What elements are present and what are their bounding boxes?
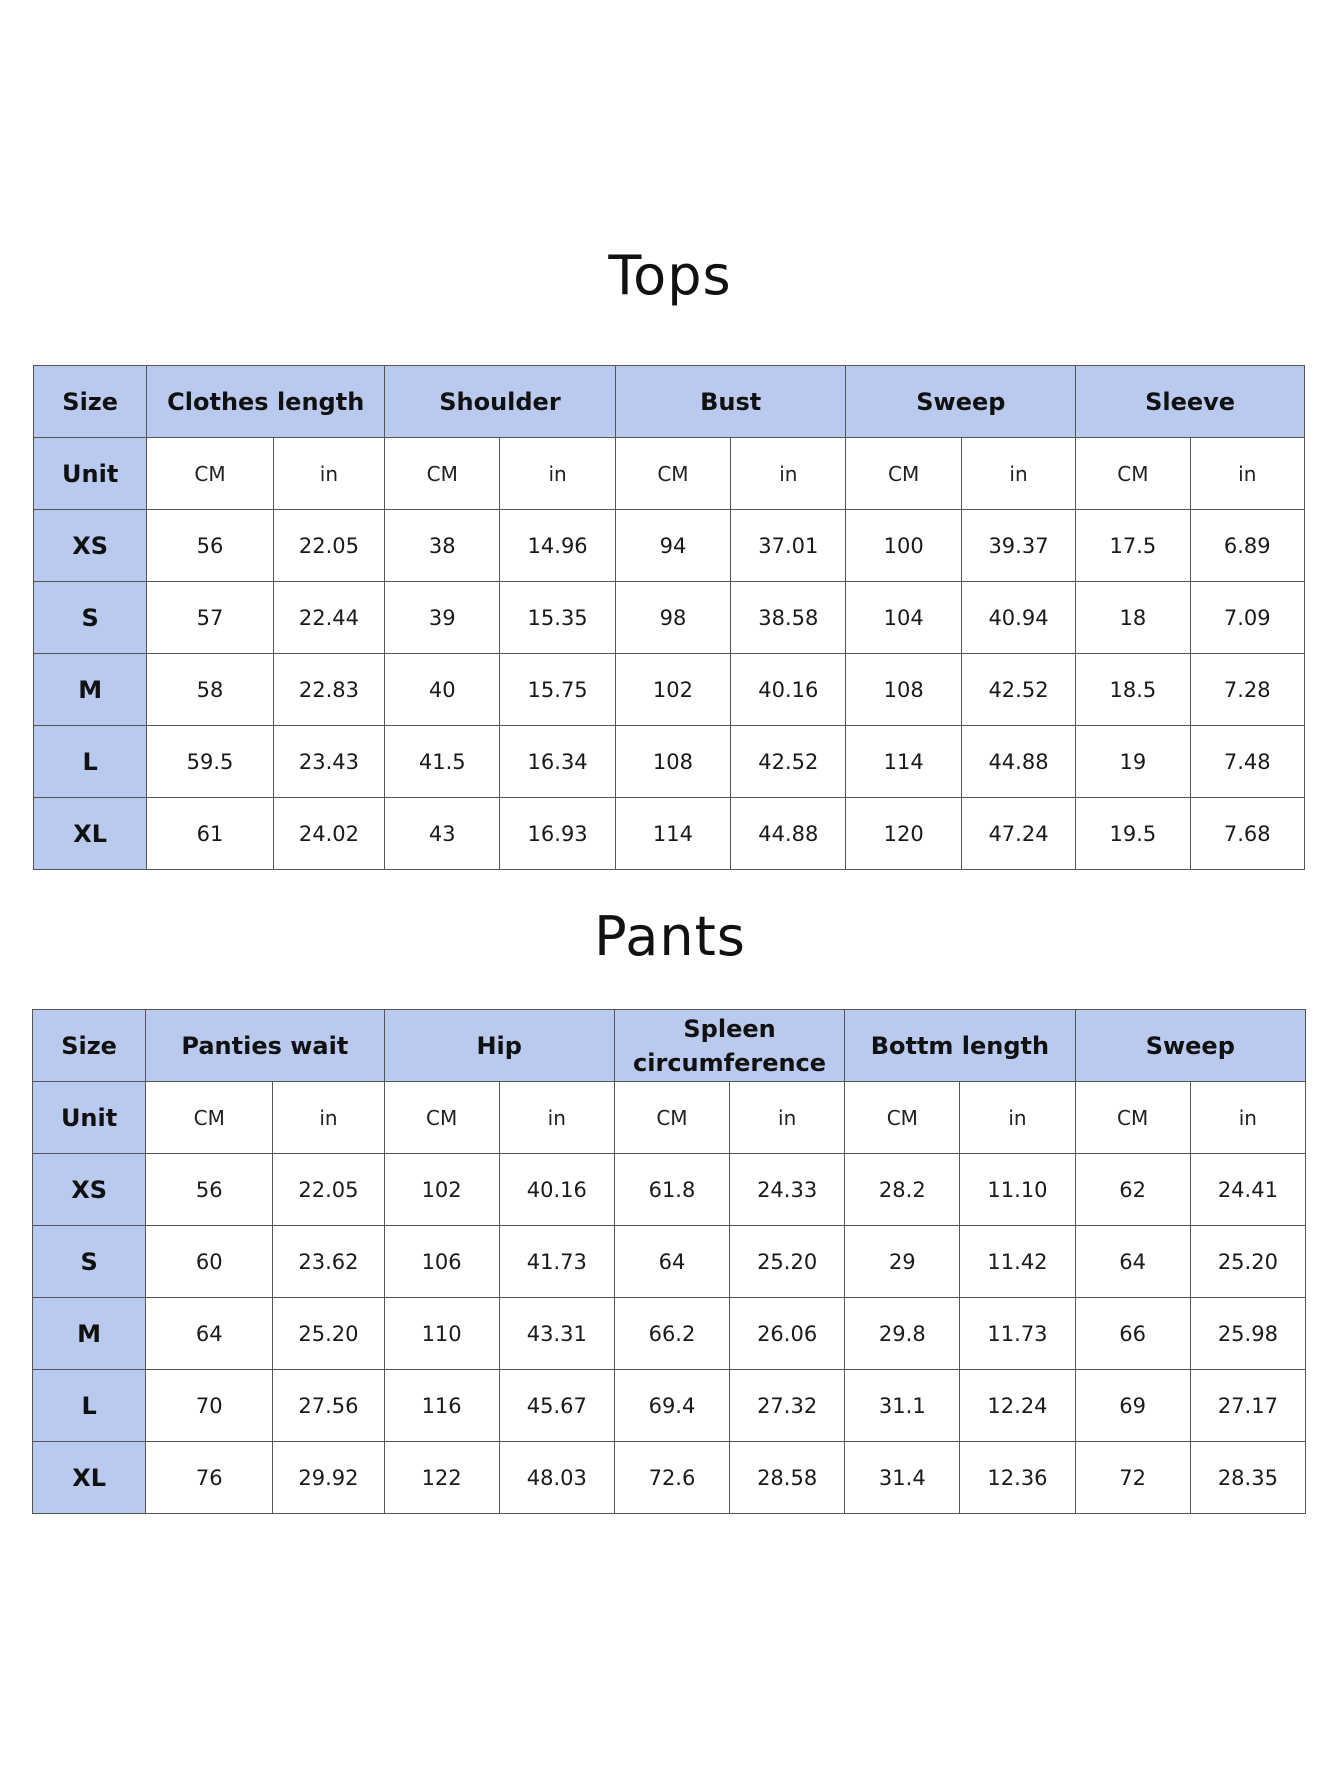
value-cell: 25.20 <box>730 1226 845 1298</box>
value-cell: 47.24 <box>961 798 1075 870</box>
value-cell: 24.02 <box>273 798 384 870</box>
value-cell: 48.03 <box>499 1442 614 1514</box>
table-row <box>33 1226 1306 1298</box>
value-cell: 19.5 <box>1076 798 1190 870</box>
value-cell: 39.37 <box>961 510 1075 582</box>
unit-in-cell: in <box>499 1082 614 1154</box>
value-cell: 66 <box>1075 1298 1190 1370</box>
size-cell: XS <box>33 1154 146 1226</box>
value-cell: 27.56 <box>273 1370 384 1442</box>
value-cell: 14.96 <box>500 510 615 582</box>
value-cell: 22.44 <box>273 582 384 654</box>
value-cell: 40.16 <box>499 1154 614 1226</box>
unit-cm-cell: CM <box>385 438 500 510</box>
value-cell: 102 <box>384 1154 499 1226</box>
unit-cm-cell: CM <box>615 438 730 510</box>
value-cell: 70 <box>146 1370 273 1442</box>
value-cell: 116 <box>384 1370 499 1442</box>
value-cell: 12.24 <box>960 1370 1075 1442</box>
value-cell: 62 <box>1075 1154 1190 1226</box>
value-cell: 102 <box>615 654 730 726</box>
value-cell: 17.5 <box>1076 510 1190 582</box>
value-cell: 24.33 <box>730 1154 845 1226</box>
value-cell: 64 <box>614 1226 729 1298</box>
unit-cm-cell: CM <box>384 1082 499 1154</box>
value-cell: 60 <box>146 1226 273 1298</box>
value-cell: 106 <box>384 1226 499 1298</box>
value-cell: 108 <box>615 726 730 798</box>
measure-header: Bust <box>615 366 846 438</box>
value-cell: 25.20 <box>273 1298 384 1370</box>
unit-cm-cell: CM <box>1075 1082 1190 1154</box>
value-cell: 29.92 <box>273 1442 384 1514</box>
measure-header: Sleeve <box>1076 366 1305 438</box>
unit-in-cell: in <box>730 1082 845 1154</box>
value-cell: 28.58 <box>730 1442 845 1514</box>
table-row <box>34 654 1305 726</box>
value-cell: 42.52 <box>731 726 846 798</box>
unit-row <box>34 438 1305 510</box>
value-cell: 64 <box>146 1298 273 1370</box>
value-cell: 16.93 <box>500 798 615 870</box>
value-cell: 31.4 <box>845 1442 960 1514</box>
value-cell: 59.5 <box>147 726 273 798</box>
value-cell: 58 <box>147 654 273 726</box>
measure-header: Bottm length <box>845 1010 1075 1082</box>
size-cell: XL <box>34 798 147 870</box>
value-cell: 40.16 <box>731 654 846 726</box>
value-cell: 23.43 <box>273 726 384 798</box>
value-cell: 104 <box>846 582 961 654</box>
value-cell: 41.73 <box>499 1226 614 1298</box>
value-cell: 76 <box>146 1442 273 1514</box>
value-cell: 61.8 <box>614 1154 729 1226</box>
value-cell: 41.5 <box>385 726 500 798</box>
value-cell: 28.2 <box>845 1154 960 1226</box>
value-cell: 69 <box>1075 1370 1190 1442</box>
value-cell: 69.4 <box>614 1370 729 1442</box>
value-cell: 66.2 <box>614 1298 729 1370</box>
measure-header: Sweep <box>1075 1010 1305 1082</box>
size-cell: S <box>34 582 147 654</box>
value-cell: 122 <box>384 1442 499 1514</box>
value-cell: 72.6 <box>614 1442 729 1514</box>
unit-in-cell: in <box>961 438 1075 510</box>
measure-header: Sweep <box>846 366 1076 438</box>
value-cell: 19 <box>1076 726 1190 798</box>
measure-header: Shoulder <box>385 366 616 438</box>
size-cell: M <box>33 1298 146 1370</box>
size-cell: L <box>33 1370 146 1442</box>
value-cell: 12.36 <box>960 1442 1075 1514</box>
value-cell: 7.68 <box>1190 798 1304 870</box>
table-row <box>33 1154 1306 1226</box>
table-row <box>34 798 1305 870</box>
tops-title: Tops <box>608 244 732 307</box>
unit-in-cell: in <box>1190 1082 1305 1154</box>
size-cell: XL <box>33 1442 146 1514</box>
value-cell: 37.01 <box>731 510 846 582</box>
measure-header: Clothes length <box>147 366 385 438</box>
unit-cm-cell: CM <box>845 1082 960 1154</box>
value-cell: 6.89 <box>1190 510 1304 582</box>
value-cell: 25.20 <box>1190 1226 1305 1298</box>
value-cell: 45.67 <box>499 1370 614 1442</box>
value-cell: 23.62 <box>273 1226 384 1298</box>
value-cell: 114 <box>615 798 730 870</box>
value-cell: 94 <box>615 510 730 582</box>
size-cell: M <box>34 654 147 726</box>
value-cell: 100 <box>846 510 961 582</box>
value-cell: 42.52 <box>961 654 1075 726</box>
pants-size-table <box>32 1009 1306 1514</box>
value-cell: 27.32 <box>730 1370 845 1442</box>
table-row <box>33 1370 1306 1442</box>
table-row <box>33 1442 1306 1514</box>
value-cell: 7.48 <box>1190 726 1304 798</box>
value-cell: 18.5 <box>1076 654 1190 726</box>
value-cell: 15.75 <box>500 654 615 726</box>
unit-in-cell: in <box>1190 438 1304 510</box>
header-row <box>34 366 1305 438</box>
value-cell: 56 <box>146 1154 273 1226</box>
unit-cm-cell: CM <box>1076 438 1190 510</box>
size-column-header: Size <box>34 366 147 438</box>
value-cell: 39 <box>385 582 500 654</box>
value-cell: 43 <box>385 798 500 870</box>
value-cell: 98 <box>615 582 730 654</box>
size-cell: L <box>34 726 147 798</box>
size-cell: S <box>33 1226 146 1298</box>
value-cell: 56 <box>147 510 273 582</box>
value-cell: 44.88 <box>731 798 846 870</box>
tops-size-table <box>33 365 1305 870</box>
value-cell: 72 <box>1075 1442 1190 1514</box>
value-cell: 38.58 <box>731 582 846 654</box>
unit-in-cell: in <box>731 438 846 510</box>
value-cell: 40.94 <box>961 582 1075 654</box>
value-cell: 11.10 <box>960 1154 1075 1226</box>
value-cell: 11.42 <box>960 1226 1075 1298</box>
value-cell: 22.83 <box>273 654 384 726</box>
table-row <box>33 1298 1306 1370</box>
value-cell: 22.05 <box>273 510 384 582</box>
value-cell: 22.05 <box>273 1154 384 1226</box>
table-row <box>34 510 1305 582</box>
unit-cm-cell: CM <box>147 438 273 510</box>
value-cell: 110 <box>384 1298 499 1370</box>
size-cell: XS <box>34 510 147 582</box>
value-cell: 44.88 <box>961 726 1075 798</box>
value-cell: 38 <box>385 510 500 582</box>
unit-cm-cell: CM <box>146 1082 273 1154</box>
value-cell: 108 <box>846 654 961 726</box>
pants-title: Pants <box>594 905 746 968</box>
value-cell: 24.41 <box>1190 1154 1305 1226</box>
table-row <box>34 726 1305 798</box>
value-cell: 26.06 <box>730 1298 845 1370</box>
unit-row-header: Unit <box>33 1082 146 1154</box>
unit-cm-cell: CM <box>846 438 961 510</box>
value-cell: 11.73 <box>960 1298 1075 1370</box>
value-cell: 120 <box>846 798 961 870</box>
value-cell: 28.35 <box>1190 1442 1305 1514</box>
measure-header: Spleen circumference <box>614 1010 844 1082</box>
unit-in-cell: in <box>273 1082 384 1154</box>
value-cell: 18 <box>1076 582 1190 654</box>
value-cell: 64 <box>1075 1226 1190 1298</box>
value-cell: 29 <box>845 1226 960 1298</box>
value-cell: 114 <box>846 726 961 798</box>
value-cell: 57 <box>147 582 273 654</box>
table-row <box>34 582 1305 654</box>
value-cell: 15.35 <box>500 582 615 654</box>
size-column-header: Size <box>33 1010 146 1082</box>
value-cell: 16.34 <box>500 726 615 798</box>
header-row <box>33 1010 1306 1082</box>
value-cell: 31.1 <box>845 1370 960 1442</box>
value-cell: 7.28 <box>1190 654 1304 726</box>
unit-cm-cell: CM <box>614 1082 729 1154</box>
value-cell: 29.8 <box>845 1298 960 1370</box>
unit-in-cell: in <box>273 438 384 510</box>
measure-header: Hip <box>384 1010 614 1082</box>
value-cell: 25.98 <box>1190 1298 1305 1370</box>
unit-row-header: Unit <box>34 438 147 510</box>
measure-header: Panties wait <box>146 1010 384 1082</box>
value-cell: 7.09 <box>1190 582 1304 654</box>
unit-row <box>33 1082 1306 1154</box>
value-cell: 40 <box>385 654 500 726</box>
value-cell: 27.17 <box>1190 1370 1305 1442</box>
value-cell: 61 <box>147 798 273 870</box>
unit-in-cell: in <box>500 438 615 510</box>
unit-in-cell: in <box>960 1082 1075 1154</box>
value-cell: 43.31 <box>499 1298 614 1370</box>
